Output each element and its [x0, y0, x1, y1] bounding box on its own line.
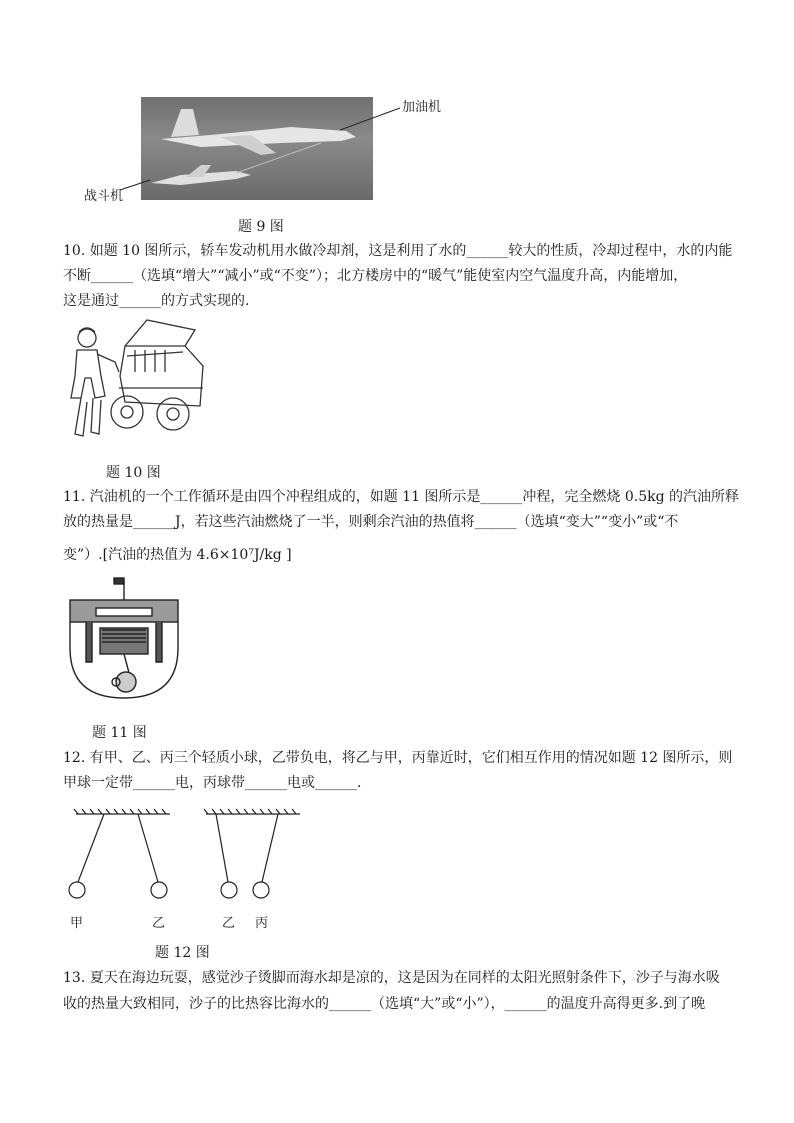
ball-label-bing: 丙 — [255, 916, 269, 931]
ball-label-jia: 甲 — [70, 916, 84, 931]
car-engine-figure — [65, 316, 205, 446]
q10-line3: 这是通过______的方式实现的. — [63, 293, 250, 309]
figure9-caption: 题 9 图 — [238, 219, 284, 235]
figure12-caption: 题 12 图 — [155, 945, 210, 961]
q11-line3: 变”）.[汽油的热值为 4.6×10⁷J/kg ] — [63, 547, 292, 563]
q13-line2: 收的热量大致相同，沙子的比热容比海水的______（选填“大”或“小”），______的温度升高得更多.到了晚 — [63, 996, 706, 1012]
tanker-label: 加油机 — [402, 100, 442, 115]
charged-balls-figure — [66, 808, 306, 908]
fighter-label: 战斗机 — [84, 189, 124, 204]
q11-line1: 11. 汽油机的一个工作循环是由四个冲程组成的，如题 11 图所示是______冲程，完全燃烧 0.5kg 的汽油所释 — [63, 489, 740, 505]
q10-line1: 10. 如题 10 图所示，轿车发动机用水做冷却剂，这是利用了水的______较大的性质，冷却过程中，水的内能 — [63, 243, 733, 259]
figure10-caption: 题 10 图 — [106, 465, 161, 481]
q11-line2: 放的热量是______J，若这些汽油燃烧了一半，则剩余汽油的热值将______（选填“变大”“变小”或“不 — [63, 514, 679, 530]
ball-label-yi-2: 乙 — [222, 916, 236, 931]
ball-label-yi-1: 乙 — [152, 916, 166, 931]
figure11-caption: 题 11 图 — [92, 725, 147, 741]
engine-cylinder-figure — [66, 578, 186, 708]
q12-line1: 12. 有甲、乙、丙三个轻质小球，乙带负电，将乙与甲，丙靠近时，它们相互作用的情况如题 12 图所示，则 — [63, 750, 733, 766]
q10-line2: 不断______（选填“增大”“减小”或“不变”）；北方楼房中的“暖气”能使室内空气温度升高，内能增加， — [63, 268, 688, 284]
q12-line2: 甲球一定带______电，丙球带______电或______. — [63, 775, 362, 791]
q13-line1: 13. 夏天在海边玩耍，感觉沙子烫脚而海水却是凉的，这是因为在同样的太阳光照射条件下，沙子与海水吸 — [63, 970, 720, 986]
